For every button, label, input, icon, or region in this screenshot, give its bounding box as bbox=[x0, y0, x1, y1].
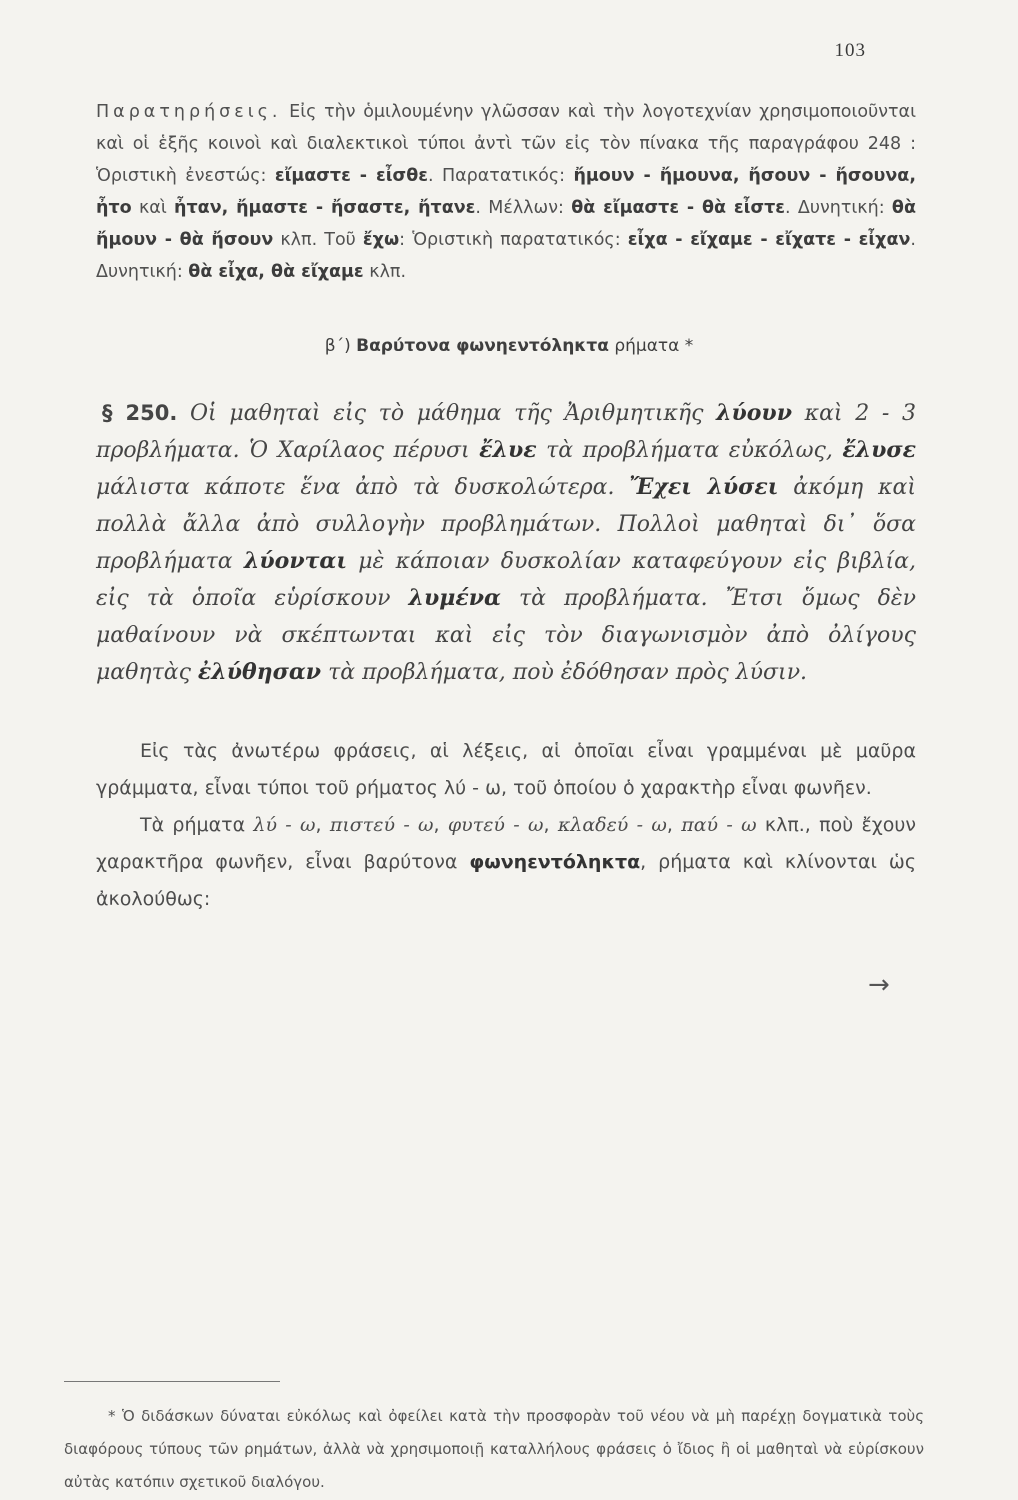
footnote-mark: * bbox=[108, 1407, 122, 1425]
remarks-form: ἤμουν - ἤμουνα, ἤσουν - ἤσουνα, ἦτο bbox=[96, 166, 916, 218]
subheading-title: Βαρύτονα φωνηεντόληκτα bbox=[356, 336, 609, 356]
example-verb-form: ἔλυε bbox=[479, 437, 537, 463]
subheading-prefix: β΄) bbox=[324, 336, 357, 356]
remarks-text: : bbox=[399, 230, 413, 250]
remarks-label: Δυνητική: bbox=[797, 198, 892, 218]
verb-example: κλαδεύ - ω bbox=[557, 814, 667, 836]
remarks-label: Ὁριστικὴ παρατατικός: bbox=[412, 230, 628, 250]
verb-example: πιστεύ - ω bbox=[329, 814, 434, 836]
subheading-rest: ρήματα bbox=[608, 336, 680, 356]
remarks-text: καὶ bbox=[131, 198, 175, 218]
explanation-text: , bbox=[543, 814, 558, 836]
example-verb-form: Ἔχει λύσει bbox=[629, 474, 779, 500]
footnote-mark: * bbox=[679, 336, 694, 356]
example-text: τὰ προβλήματα, ποὺ ἐδόθησαν πρὸς λύσιν. bbox=[321, 660, 808, 685]
explanation-text: , ρήματα καὶ κλίνονται ὡς ἀκολούθως: bbox=[96, 851, 916, 910]
explanation-text: , bbox=[433, 814, 448, 836]
explanation-text: , bbox=[666, 814, 682, 836]
continue-arrow-icon: → bbox=[868, 970, 890, 1000]
explanation-text: Τὰ ρήματα bbox=[140, 814, 254, 836]
explanation-term: φωνηεντόληκτα bbox=[469, 851, 641, 873]
remarks-form: ἔχω bbox=[362, 230, 400, 250]
example-verb-form: ἐλύθησαν bbox=[197, 659, 322, 685]
footnote bbox=[64, 1400, 924, 1499]
page-number: 103 bbox=[834, 40, 866, 61]
example-text: μάλιστα κάποτε ἕνα ἀπὸ τὰ δυσκολώτερα. bbox=[96, 475, 630, 500]
remarks-text: κλπ. Τοῦ bbox=[273, 230, 363, 250]
example-text: τὰ προβλήματα εὐκόλως, bbox=[536, 438, 843, 463]
remarks-paragraph bbox=[96, 96, 916, 288]
example-text: καὶ 2 - 3 προβλήματα. Ὁ Χαρίλαος πέρυσι bbox=[96, 401, 916, 463]
footnote-text: Ὁ διδάσκων δύναται εὐκόλως καὶ ὀφείλει κατὰ τὴν προσφορὰν τοῦ νέου νὰ μὴ παρέχῃ δογματικὰ τοὺς διαφόρους τύπους τῶν ρημάτων, ἀλλὰ νὰ χρησιμοποιῇ καταλλήλους φράσεις ὁ ἴδιος ἢ οἱ μαθηταὶ νὰ εὑρίσκουν αὐτὰς κατόπιν σχετικοῦ διαλόγου. bbox=[64, 1407, 924, 1491]
example-verb-form: λύουν bbox=[716, 400, 792, 426]
explanation-section bbox=[96, 733, 916, 918]
remarks-form: εἶχα - εἴχαμε - εἴχατε - εἶχαν bbox=[627, 230, 911, 250]
explanation-text: κλπ., ποὺ ἔχουν χαρακτῆρα φωνῆεν, εἶναι βαρύτονα bbox=[96, 814, 916, 873]
remarks-text: κλπ. bbox=[363, 262, 407, 282]
remarks-text: . bbox=[785, 198, 798, 218]
remarks-form: εἴμαστε - εἶσθε bbox=[274, 166, 428, 186]
example-text: τὰ προβλήματα. Ἔτσι ὅμως δὲν μαθαίνουν νὰ σκέπτωνται καὶ εἰς τὸν διαγωνισμὸν ἀπὸ ὀλίγους μαθητὰς bbox=[96, 586, 916, 685]
remarks-form: θὰ εἶχα, θὰ εἴχαμε bbox=[188, 262, 364, 282]
remarks-text: Εἰς τὴν ὁμιλουμένην γλῶσσαν καὶ τὴν λογοτεχνίαν χρησιμοποιοῦνται καὶ οἱ ἑξῆς κοινοὶ καὶ διαλεκτικοὶ τύποι ἀντὶ τῶν εἰς τὸν πίνακα τῆς παραγράφου 248 : bbox=[96, 102, 916, 154]
example-text: ἀκόμη καὶ πολλὰ ἄλλα ἀπὸ συλλογὴν προβλημάτων. Πολλοὶ μαθηταὶ δι᾿ ὅσα προβλήματα bbox=[96, 475, 916, 574]
footnote-divider bbox=[64, 1381, 280, 1382]
remarks-form: θὰ εἴμαστε - θὰ εἶστε bbox=[571, 198, 785, 218]
explanation-text: , bbox=[315, 814, 330, 836]
remarks-text: . bbox=[475, 198, 489, 218]
remarks-label: Ὁριστικὴ ἐνεστώς: bbox=[96, 166, 275, 186]
example-text: μὲ κάποιαν δυσκολίαν καταφεύγουν εἰς βιβλία, εἰς τὰ ὁποῖα εὑρίσκουν bbox=[96, 549, 916, 611]
remarks-text: . bbox=[910, 230, 916, 250]
remarks-form: θὰ ἤμουν - θὰ ἤσουν bbox=[96, 198, 916, 250]
example-verb-form: λυμένα bbox=[408, 585, 501, 611]
verb-example: λύ - ω bbox=[253, 814, 316, 836]
verb-example: παύ - ω bbox=[681, 814, 757, 836]
remarks-text: . bbox=[427, 166, 442, 186]
section-subheading bbox=[0, 336, 1018, 356]
example-paragraph bbox=[96, 395, 916, 691]
remarks-label: Μέλλων: bbox=[488, 198, 572, 218]
remarks-form: ἦταν, ἤμαστε - ἤσαστε, ἤτανε bbox=[174, 198, 476, 218]
explanation-paragraph: Εἰς τὰς ἀνωτέρω φράσεις, αἱ λέξεις, αἱ ὁποῖαι εἶναι γραμμέναι μὲ μαῦρα γράμματα, εἶναι τύποι τοῦ ρήματος λύ - ω, τοῦ ὁποίου ὁ χαρακτὴρ εἶναι φωνῆεν. bbox=[96, 740, 916, 799]
example-verb-form: ἔλυσε bbox=[842, 437, 916, 463]
remarks-label: Παρατατικός: bbox=[441, 166, 574, 186]
remarks-label: Δυνητική: bbox=[96, 262, 189, 282]
paragraph-number: § 250. bbox=[102, 401, 178, 425]
explanation-paragraph bbox=[96, 807, 916, 918]
remarks-heading: Παρατηρήσεις. bbox=[96, 102, 282, 122]
example-text: Οἱ μαθηταὶ εἰς τὸ μάθημα τῆς Ἀριθμητικῆς bbox=[177, 401, 717, 426]
example-verb-form: λύονται bbox=[243, 548, 347, 574]
verb-example: φυτεύ - ω bbox=[447, 814, 544, 836]
